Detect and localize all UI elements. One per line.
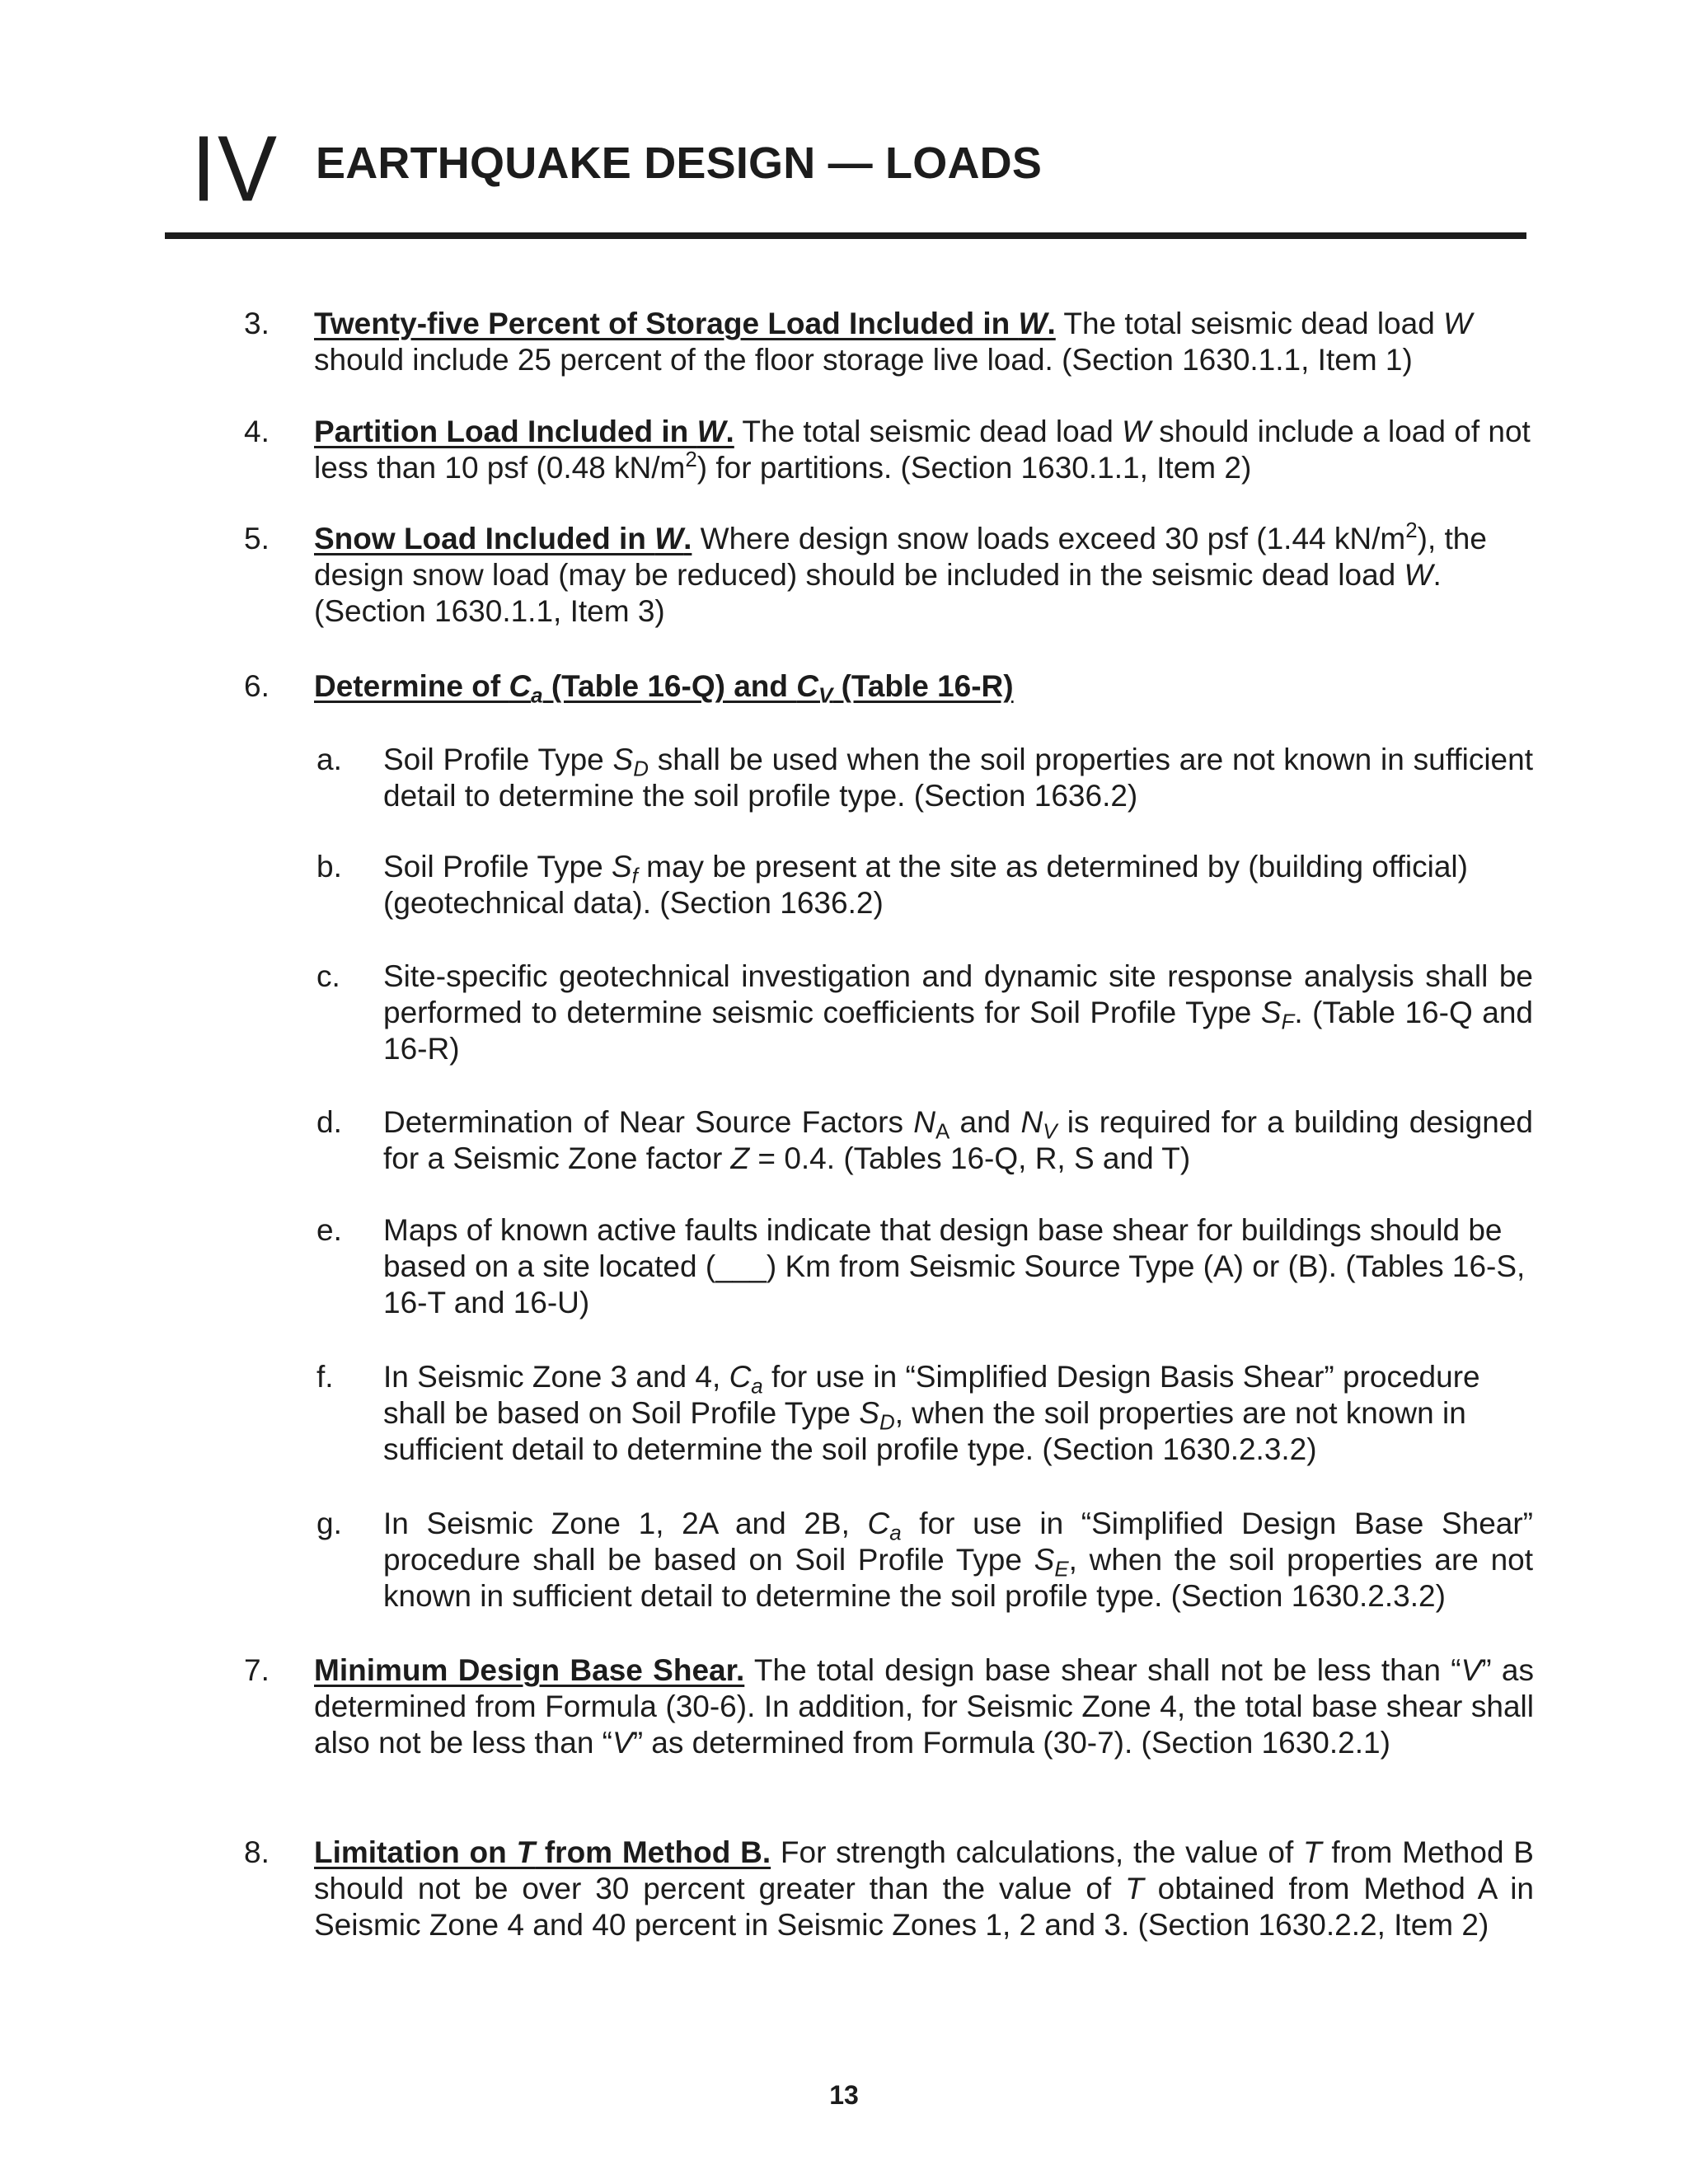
item-text: Minimum Design Base Shear. The total design base shear shall not be less than “V” as determined from Formula (30-6). In addition, for Seismic Zone 4, the total base shear shall also not be less than “V” as determined from Formula (30-7). (Section 1630.2.1) (314, 1653, 1534, 1760)
item-heading: Snow Load Included in W. (314, 522, 692, 555)
chapter-title: EARTHQUAKE DESIGN — LOADS (316, 138, 1043, 188)
item-heading: Minimum Design Base Shear. (314, 1653, 745, 1687)
item-text: Partition Load Included in W. The total seismic dead load W should include a load of not less than 10 psf (0.48 $kN/m^2$) for partitions. (Section 1630.1.1, Item 2) (314, 415, 1531, 485)
chapter-numeral: IV (191, 115, 279, 221)
sub-item-text: Soil Profile Type $S_f$ may be present at the site as determined by (building official) (geotechnical data). (Section 1636.2) (383, 850, 1468, 920)
sub-item-text: Soil Profile Type $S_D$ shall be used when the soil properties are not known in sufficient detail to determine the soil profile type. (Section 1636.2) (383, 743, 1533, 813)
item-heading: Determine of $C_a$ (Table 16-Q) and $C_V$ (Table 16-R) (314, 669, 1014, 708)
item-text (314, 668, 1534, 708)
item-number: 3. (244, 307, 270, 340)
item-heading: Partition Load Included in W. (314, 415, 734, 448)
item-number: 8. (244, 1835, 270, 1869)
item-heading: Limitation on T from Method B. (314, 1835, 771, 1869)
sub-item-text: Site-specific geotechnical investigation and dynamic site response analysis shall be performed to determine seismic coefficients for Soil Profile Type $S_F$. (Table 16-Q and 16-R) (383, 959, 1533, 1066)
header-divider (165, 232, 1526, 239)
sub-item-letter: f. (316, 1360, 334, 1394)
sub-item-letter: d. (316, 1105, 342, 1139)
sub-item-letter: c. (316, 959, 340, 993)
item-number: 6. (244, 669, 270, 703)
item-number: 5. (244, 522, 270, 555)
item-text: Twenty-five Percent of Storage Load Included in W. The total seismic dead load W should include 25 percent of the floor storage live load. (Section 1630.1.1, Item 1) (314, 307, 1473, 377)
chapter-header (165, 115, 1526, 239)
sub-item-letter: g. (316, 1507, 342, 1540)
sub-item-letter: b. (316, 850, 342, 883)
sub-item-text: Determination of Near Source Factors $N_A$ and $N_V$ is required for a building designed for a Seismic Zone factor Z = 0.4. (Tables 16-Q, R, S and T) (383, 1105, 1533, 1175)
page-number: 13 (829, 2080, 859, 2110)
item-number: 7. (244, 1653, 270, 1687)
item-text: Snow Load Included in W. Where design snow loads exceed 30 psf (1.44 $kN/m^2$), the design snow load (may be reduced) should be included in the seismic dead load W. (Section 1630.1.1, Item 3) (314, 518, 1487, 628)
sub-item-text: In Seismic Zone 1, 2A and 2B, $C_a$ for use in “Simplified Design Base Shear” procedure shall be based on Soil Profile Type $S_E$, when the soil properties are not known in sufficient detail to determine the soil profile type. (Section 1630.2.3.2) (383, 1507, 1534, 1613)
item-number: 4. (244, 415, 270, 448)
item-text: Limitation on T from Method B. For strength calculations, the value of T from Method B should not be over 30 percent greater than the value of T obtained from Method A in Seismic Zone 4 and 40 percent in Seismic Zones 1, 2 and 3. (Section 1630.2.2, Item 2) (314, 1835, 1535, 1942)
sub-item-text: In Seismic Zone 3 and 4, $C_a$ for use in “Simplified Design Basis Shear” procedure shall be based on Soil Profile Type $S_D$, when the soil properties are not known in sufficient detail to determine the soil profile type. (Section 1630.2.3.2) (383, 1360, 1480, 1466)
item-heading: Twenty-five Percent of Storage Load Included in W. (314, 307, 1056, 340)
sub-item-letter: e. (316, 1213, 342, 1247)
sub-item-text: Maps of known active faults indicate that design base shear for buildings should be based on a site located (___) Km from Seismic Source Type (A) or (B). (Tables 16-S, 16-T and 16-U) (383, 1213, 1526, 1319)
sub-item-letter: a. (316, 743, 342, 776)
